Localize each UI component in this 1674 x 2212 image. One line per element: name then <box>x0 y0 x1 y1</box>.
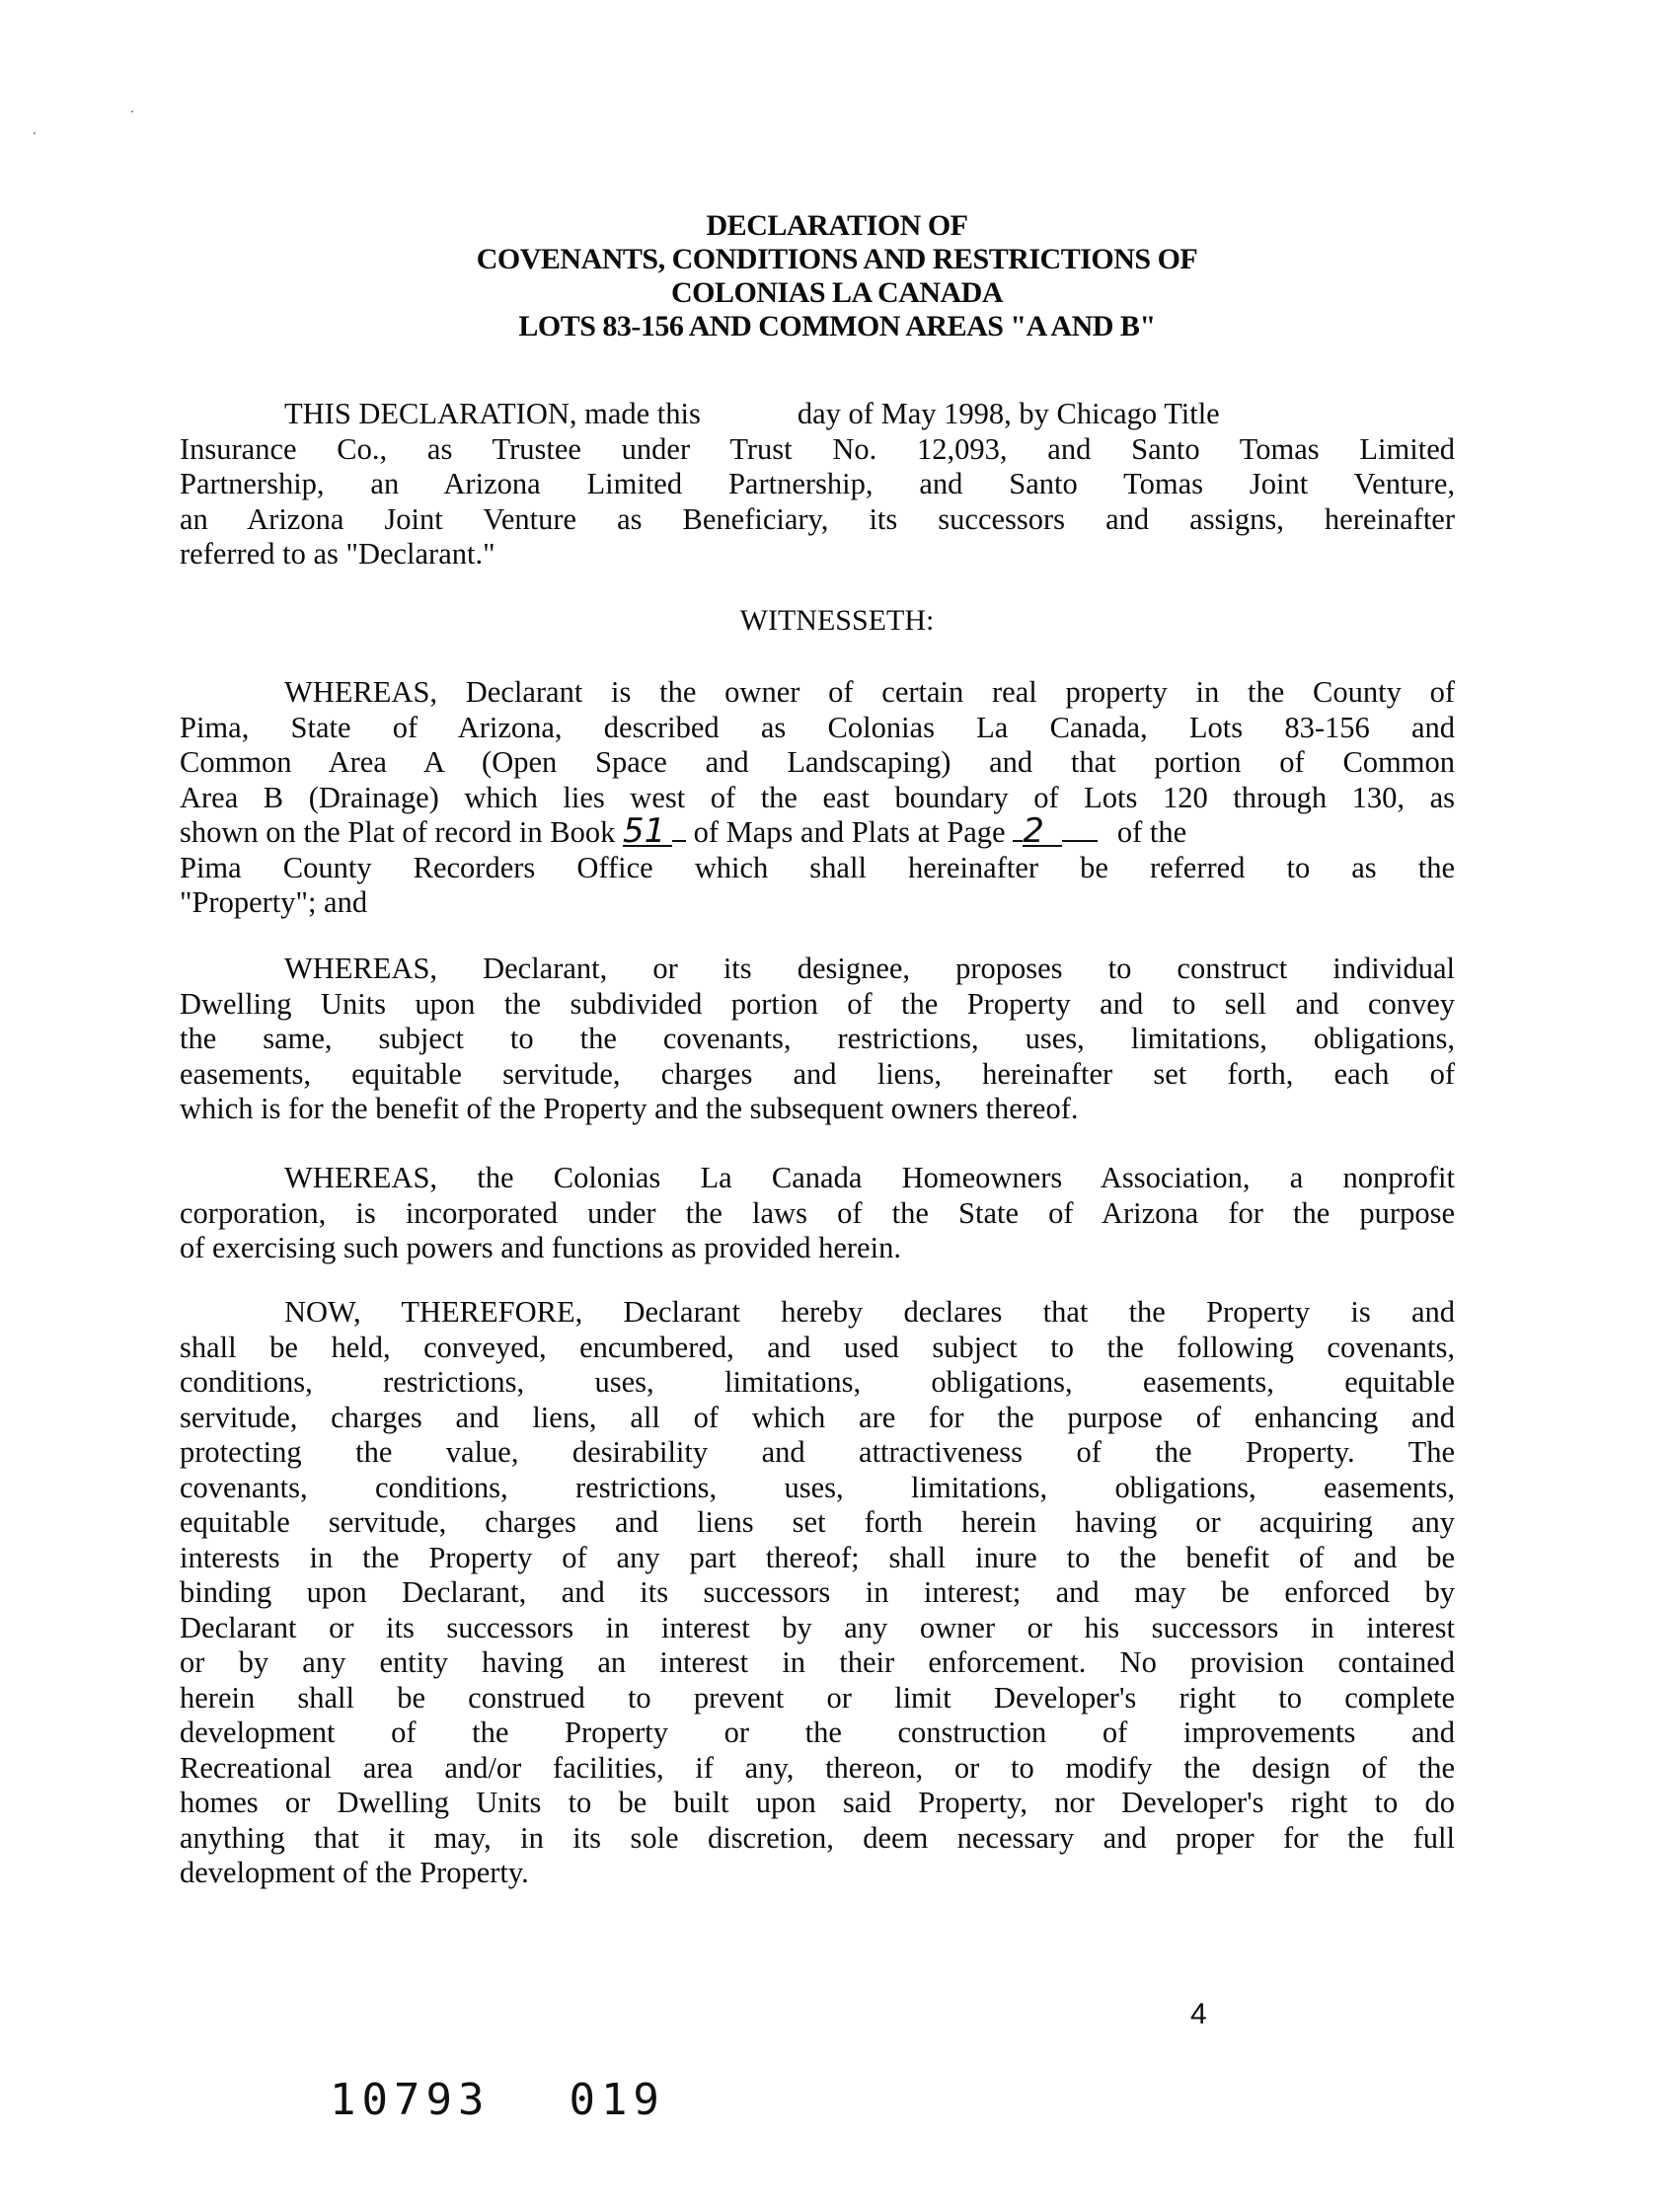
text-line: the same, subject to the covenants, restrictions, uses, limitations, obligations, <box>180 1022 1455 1055</box>
text-line: which is for the benefit of the Property and the subsequent owners thereof. <box>180 1092 1079 1125</box>
now-therefore-paragraph <box>180 1295 1455 1891</box>
recording-stamp <box>330 2075 665 2125</box>
text-line: WHEREAS, the Colonias La Canada Homeowners Association, a nonprofit <box>284 1161 1455 1194</box>
stamp-docket: 10793 <box>330 2075 491 2125</box>
text-line: "Property"; and <box>180 885 368 919</box>
text-line: Recreational area and/or facilities, if any, thereon, or to modify the design of the <box>180 1750 1455 1785</box>
text-line: protecting the value, desirability and attractiveness of the Property. The <box>180 1435 1455 1469</box>
text-line: NOW, THEREFORE, Declarant hereby declares that the Property is and <box>284 1295 1455 1329</box>
text-line: corporation, is incorporated under the laws of the State of Arizona for the purpose <box>180 1195 1455 1230</box>
page-number: 4 <box>1190 1998 1207 2030</box>
text-span: of Maps and Plats at Page <box>693 815 1006 849</box>
text-line: or by any entity having an interest in their enforcement. No provision contained <box>180 1645 1455 1679</box>
text-line: herein shall be construed to prevent or limit Developer's right to complete <box>180 1680 1455 1715</box>
text-line: an Arizona Joint Venture as Beneficiary, its successors and assigns, hereinafter <box>180 501 1455 536</box>
text-line: Insurance Co., as Trustee under Trust No. 12,093, and Santo Tomas Limited <box>180 431 1455 466</box>
text-line: Dwelling Units upon the subdivided portion of the Property and to sell and convey <box>180 986 1455 1021</box>
text-line: covenants, conditions, restrictions, uses, limitations, obligations, easements, <box>180 1470 1455 1504</box>
text-line: interests in the Property of any part thereof; shall inure to the benefit of and be <box>180 1540 1455 1574</box>
text-line: Pima, State of Arizona, described as Colonias La Canada, Lots 83-156 and <box>180 710 1455 744</box>
text-line: of exercising such powers and functions as provided herein. <box>180 1231 901 1264</box>
whereas-paragraph-1 <box>180 675 1455 921</box>
text-span: day of May 1998, by Chicago Title <box>797 397 1220 430</box>
whereas-paragraph-3 <box>180 1161 1455 1266</box>
witnesseth-heading: WITNESSETH: <box>739 604 935 637</box>
text-line: referred to as "Declarant." <box>180 537 495 571</box>
text-span: of the <box>1116 815 1187 849</box>
text-line: WHEREAS, Declarant, or its designee, proposes to construct individual <box>284 952 1455 985</box>
text-line: development of the Property or the construction of improvements and <box>180 1716 1455 1749</box>
text-span: shown on the Plat of record in Book <box>180 815 616 849</box>
text-line: Common Area A (Open Space and Landscaping) and that portion of Common <box>180 745 1455 779</box>
text-line: Pima County Recorders Office which shall hereinafter be referred to as the <box>180 850 1455 884</box>
text-line: easements, equitable servitude, charges and liens, hereinafter set forth, each of <box>180 1056 1455 1091</box>
document-title <box>0 209 1674 343</box>
text-line: anything that it may, in its sole discretion, deem necessary and proper for the full <box>180 1820 1455 1855</box>
text-line: equitable servitude, charges and liens set forth herein having or acquiring any <box>180 1505 1455 1539</box>
text-line: Partnership, an Arizona Limited Partnership, and Santo Tomas Joint Venture, <box>180 467 1455 500</box>
text-line: Declarant or its successors in interest by any owner or his successors in interest <box>180 1610 1455 1644</box>
scan-speck <box>131 111 133 113</box>
text-line: development of the Property. <box>180 1856 529 1889</box>
title-line: LOTS 83-156 AND COMMON AREAS "A AND B" <box>518 310 1156 343</box>
text-line: WHEREAS, Declarant is the owner of certain real property in the County of <box>284 675 1455 709</box>
text-span: THIS DECLARATION, made this <box>284 397 701 430</box>
text-line: shall be held, conveyed, encumbered, and used subject to the following covenants, <box>180 1330 1455 1364</box>
stamp-page: 019 <box>569 2075 665 2125</box>
title-line: COLONIAS LA CANADA <box>670 276 1004 309</box>
book-number-handwritten: 51 <box>623 817 672 847</box>
text-line: servitude, charges and liens, all of which are for the purpose of enhancing and <box>180 1400 1455 1434</box>
whereas-paragraph-2 <box>180 952 1455 1127</box>
scan-speck <box>34 132 36 134</box>
text-line: conditions, restrictions, uses, limitations, obligations, easements, equitable <box>180 1365 1455 1399</box>
text-line: Area B (Drainage) which lies west of the east boundary of Lots 120 through 130, as <box>180 780 1455 814</box>
text-line: binding upon Declarant, and its successors in interest; and may be enforced by <box>180 1575 1455 1609</box>
page-number-handwritten: 2 <box>1023 817 1062 847</box>
text-line: homes or Dwelling Units to be built upon said Property, nor Developer's right to do <box>180 1786 1455 1819</box>
title-line: DECLARATION OF <box>706 209 968 242</box>
title-line: COVENANTS, CONDITIONS AND RESTRICTIONS OF <box>476 243 1198 275</box>
intro-paragraph <box>180 397 1455 572</box>
